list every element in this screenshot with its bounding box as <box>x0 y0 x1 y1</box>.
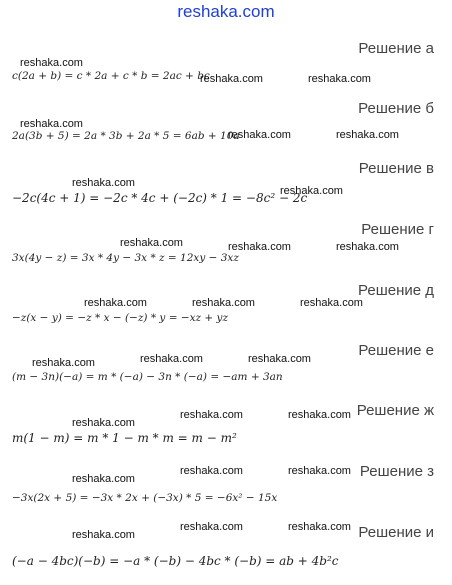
solution-g-formula: 3x(4y − z) = 3x * 4y − 3x * z = 12xy − 3xz <box>12 252 239 264</box>
watermark: reshaka.com <box>120 237 183 249</box>
solution-a-formula: c(2a + b) = c * 2a + c * b = 2ac + bc <box>12 70 210 82</box>
solution-e-title: Решение е <box>358 342 434 359</box>
solution-zh-formula: m(1 − m) = m * 1 − m * m = m − m² <box>12 431 237 445</box>
solution-zh-title: Решение ж <box>356 402 434 419</box>
watermark: reshaka.com <box>32 357 95 369</box>
watermark: reshaka.com <box>308 73 371 85</box>
watermark: reshaka.com <box>72 417 135 429</box>
solution-d-formula: −z(x − y) = −z * x − (−z) * y = −xz + yz <box>12 312 229 324</box>
solution-v-formula: −2c(4c + 1) = −2c * 4c + (−2c) * 1 = −8c² − 2c <box>12 191 308 205</box>
solution-z-title: Решение з <box>359 463 434 480</box>
solution-b-title: Решение б <box>358 100 434 117</box>
watermark: reshaka.com <box>180 465 243 477</box>
watermark: reshaka.com <box>192 297 255 309</box>
watermark: reshaka.com <box>180 521 243 533</box>
site-title[interactable]: reshaka.com <box>177 2 275 21</box>
watermark: reshaka.com <box>300 297 363 309</box>
watermark: reshaka.com <box>72 473 135 485</box>
watermark: reshaka.com <box>228 129 291 141</box>
watermark: reshaka.com <box>84 297 147 309</box>
watermark: reshaka.com <box>336 129 399 141</box>
watermark: reshaka.com <box>288 521 351 533</box>
watermark: reshaka.com <box>200 73 263 85</box>
solution-i-title: Решение и <box>358 524 434 541</box>
solution-z-formula: −3x(2x + 5) = −3x * 2x + (−3x) * 5 = −6x² − 15x <box>12 492 278 504</box>
watermark: reshaka.com <box>288 465 351 477</box>
solution-b-formula: 2a(3b + 5) = 2a * 3b + 2a * 5 = 6ab + 10a <box>12 130 240 142</box>
solution-i-formula: (−a − 4bc)(−b) = −a * (−b) − 4bc * (−b) = ab + 4b²c <box>12 554 339 568</box>
watermark: reshaka.com <box>140 353 203 365</box>
watermark: reshaka.com <box>72 177 135 189</box>
solution-e-formula: (m − 3n)(−a) = m * (−a) − 3n * (−a) = −am + 3an <box>12 371 283 383</box>
watermark: reshaka.com <box>180 409 243 421</box>
watermark: reshaka.com <box>336 241 399 253</box>
watermark: reshaka.com <box>288 409 351 421</box>
watermark: reshaka.com <box>72 529 135 541</box>
watermark: reshaka.com <box>20 57 83 69</box>
watermark: reshaka.com <box>228 241 291 253</box>
watermark: reshaka.com <box>280 185 343 197</box>
solution-v-title: Решение в <box>358 160 434 177</box>
solution-a-title: Решение а <box>358 40 434 57</box>
solution-d-title: Решение д <box>358 282 434 299</box>
watermark: reshaka.com <box>20 118 83 130</box>
watermark: reshaka.com <box>248 353 311 365</box>
solution-g-title: Решение г <box>361 221 434 238</box>
